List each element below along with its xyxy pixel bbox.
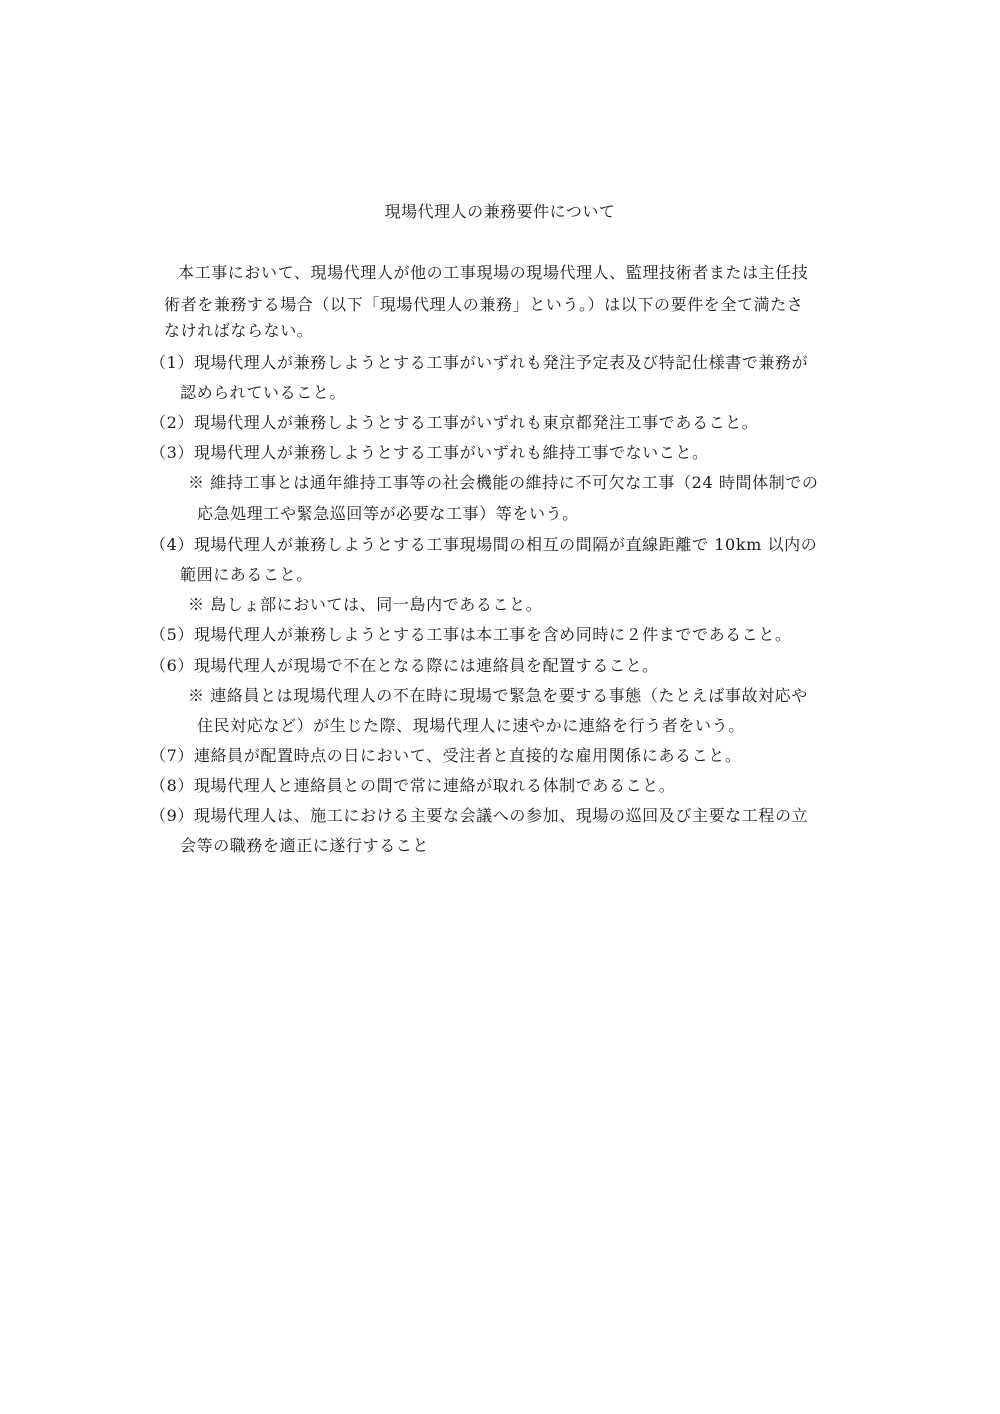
requirement-item-3: （3）現場代理人が兼務しようとする工事がいずれも維持工事でないこと。 [150, 443, 709, 462]
requirement-item-5: （5）現場代理人が兼務しようとする工事は本工事を含め同時に２件までであること。 [150, 625, 792, 644]
requirement-item-2: （2）現場代理人が兼務しようとする工事がいずれも東京都発注工事であること。 [150, 413, 759, 432]
requirement-item-4-continuation: 範囲にあること。 [180, 565, 313, 584]
intro-line: なければならない。 [164, 321, 314, 340]
requirement-item-6: （6）現場代理人が現場で不在となる際には連絡員を配置すること。 [150, 656, 659, 675]
requirement-item-4-note: ※ 島しょ部においては、同一島内であること。 [188, 595, 543, 614]
requirement-item-6-note: ※ 連絡員とは現場代理人の不在時に現場で緊急を要する事態（たとえば事故対応や [188, 686, 808, 705]
requirement-item-9-continuation: 会等の職務を適正に遂行すること [180, 836, 430, 855]
intro-line: 本工事において、現場代理人が他の工事現場の現場代理人、監理技術者または主任技 [178, 263, 809, 282]
requirement-item-7: （7）連絡員が配置時点の日において、受注者と直接的な雇用関係にあること。 [150, 746, 742, 765]
document-title: 現場代理人の兼務要件について [384, 202, 616, 221]
requirement-item-1: （1）現場代理人が兼務しようとする工事がいずれも発注予定表及び特記仕様書で兼務が [150, 353, 809, 372]
requirement-item-8: （8）現場代理人と連絡員との間で常に連絡が取れる体制であること。 [150, 776, 676, 795]
intro-line: 術者を兼務する場合（以下「現場代理人の兼務」という。）は以下の要件を全て満たさ [164, 295, 804, 314]
requirement-item-9: （9）現場代理人は、施工における主要な会議への参加、現場の巡回及び主要な工程の立 [150, 806, 809, 825]
requirement-item-4: （4）現場代理人が兼務しようとする工事現場間の相互の間隔が直線距離で 10km 以内の [150, 535, 818, 554]
requirement-item-3-note-continuation: 応急処理工や緊急巡回等が必要な工事）等をいう。 [197, 504, 579, 523]
requirement-item-1-continuation: 認められていること。 [180, 383, 347, 402]
requirement-item-6-note-continuation: 住民対応など）が生じた際、現場代理人に速やかに連絡を行う者をいう。 [197, 716, 745, 735]
requirement-item-3-note: ※ 維持工事とは通年維持工事等の社会機能の維持に不可欠な工事（24 時間体制での [188, 473, 819, 492]
